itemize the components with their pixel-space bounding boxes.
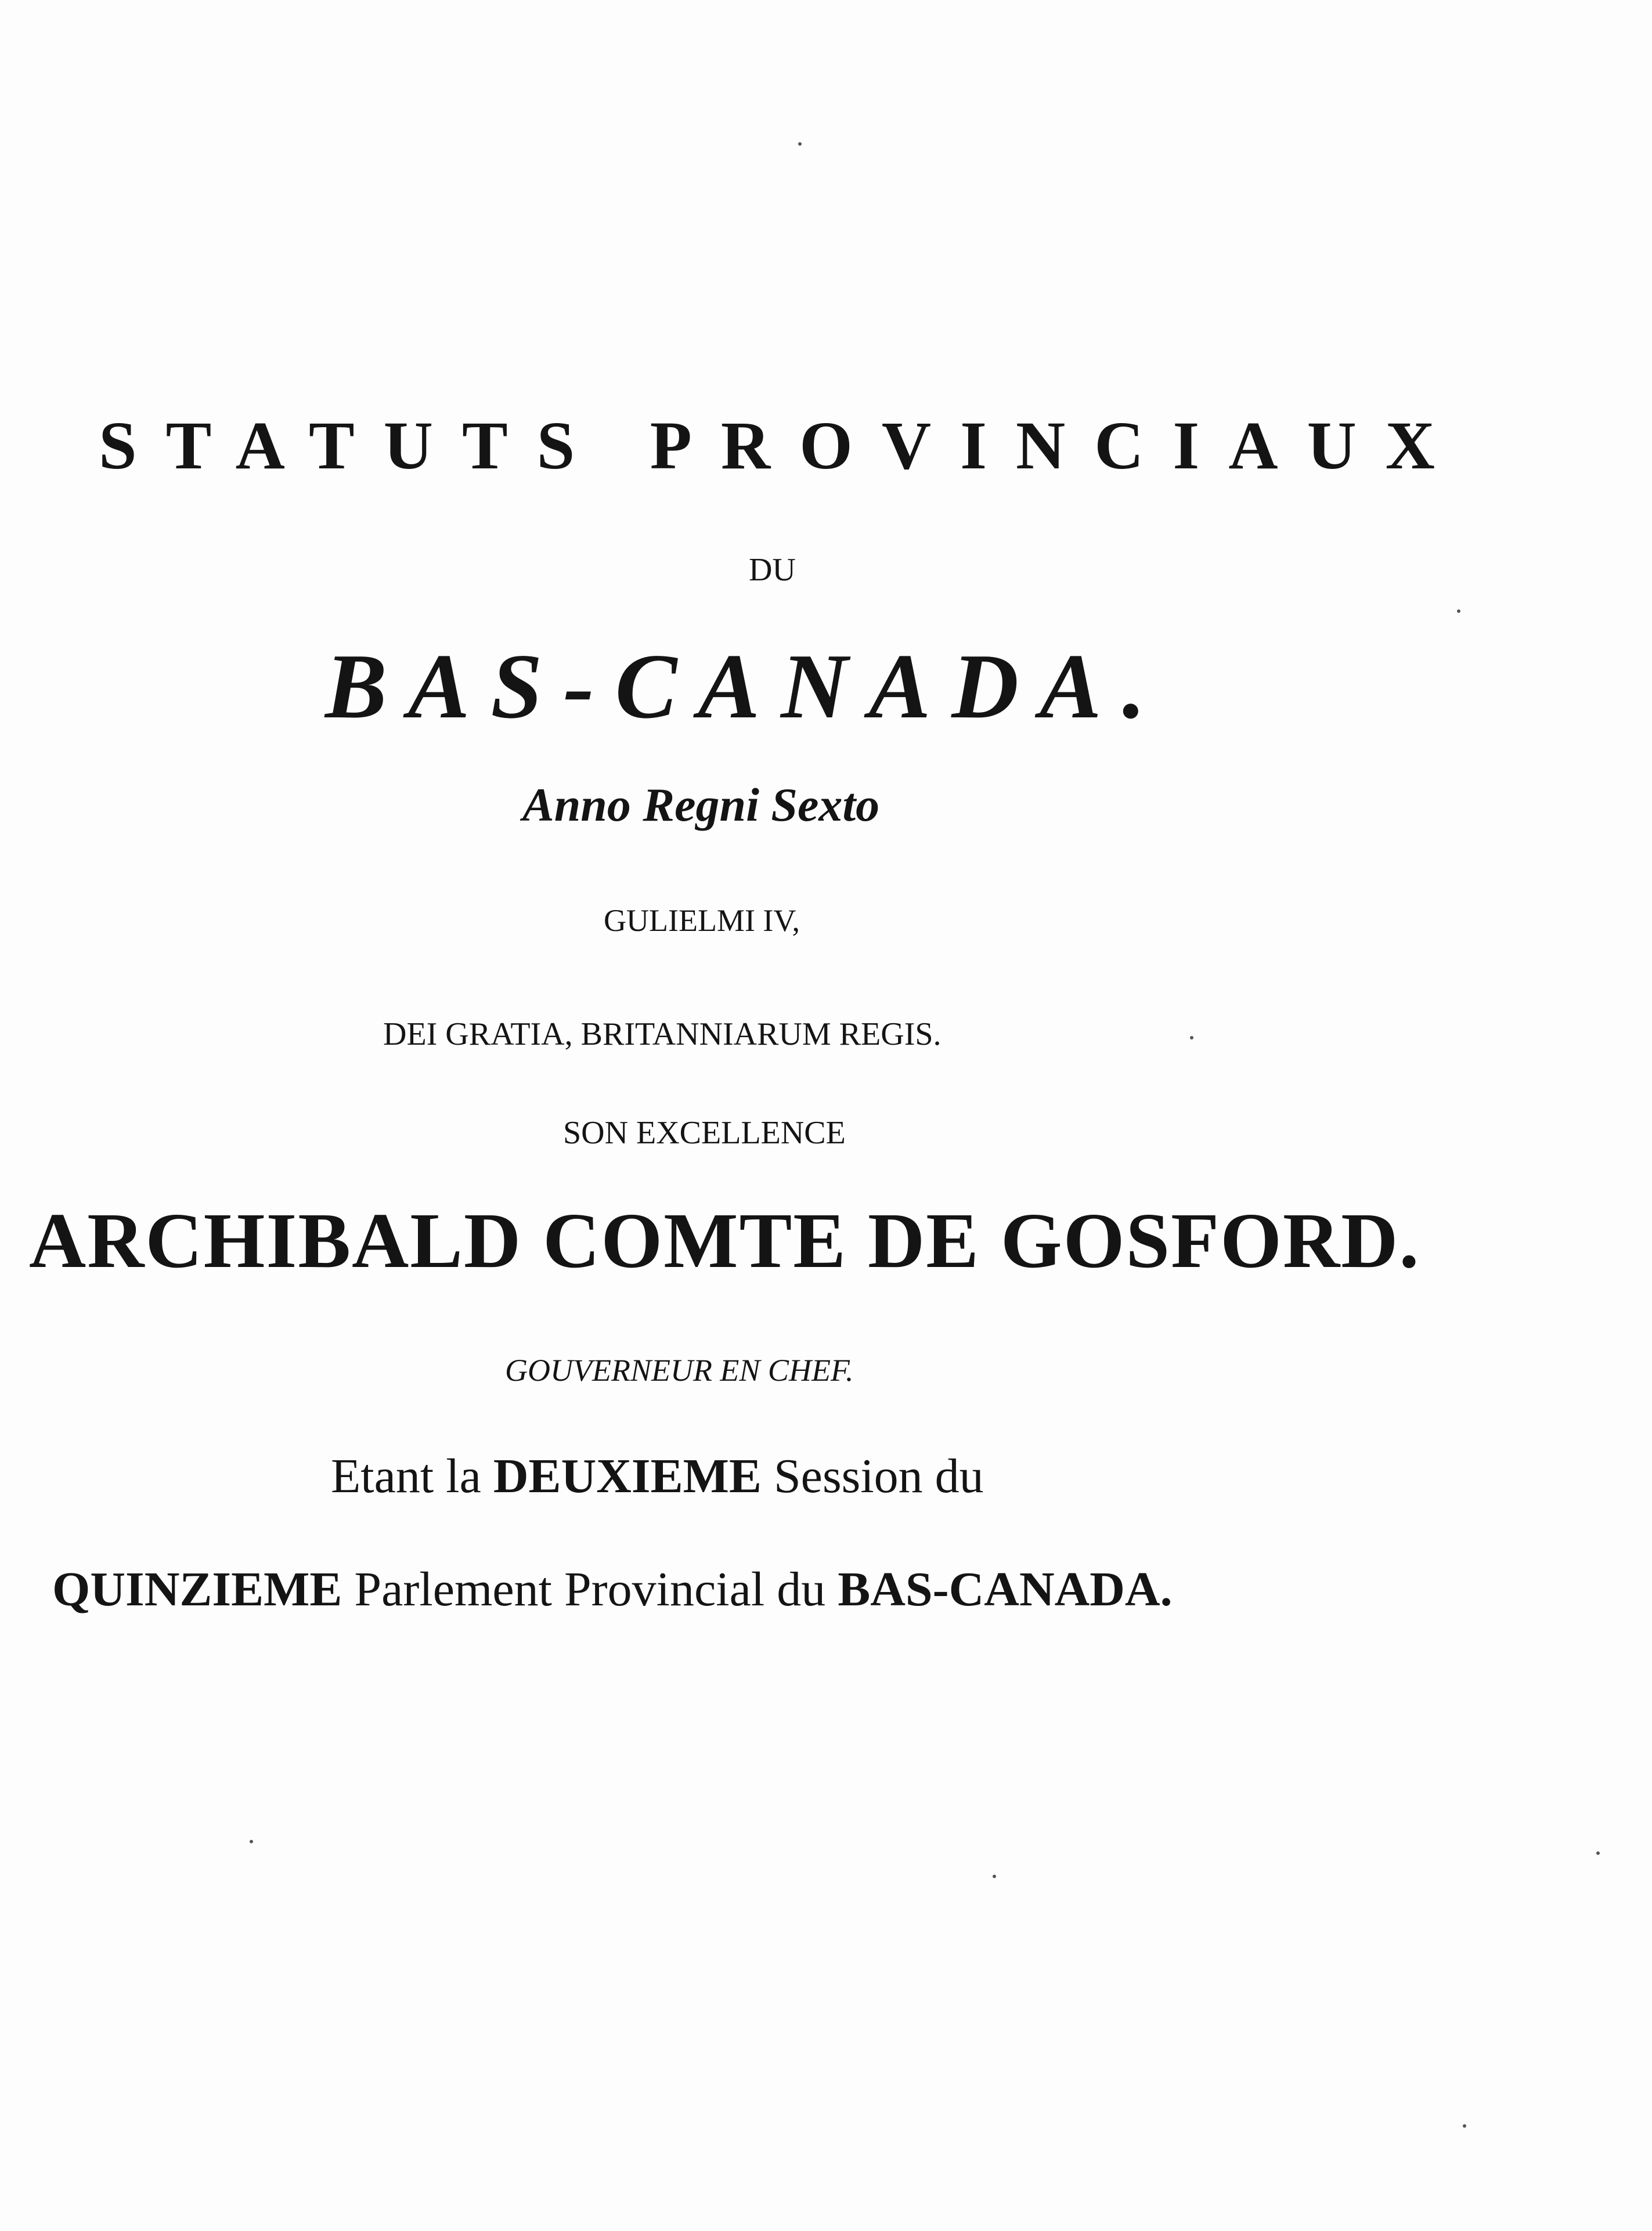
governor-title: GOUVERNEUR EN CHEF. <box>505 1353 854 1388</box>
excellence-label: SON EXCELLENCE <box>563 1115 846 1151</box>
parliament-line <box>52 1561 1445 1618</box>
parliament-text: Parlement Provincial du <box>354 1562 826 1616</box>
session-suffix: Session du <box>773 1449 984 1503</box>
parliament-province: BAS-CANADA. <box>838 1562 1173 1616</box>
monarch-name: GULIELMI IV, <box>604 903 800 938</box>
du-label: DU <box>749 552 796 588</box>
province-title: BAS-CANADA. <box>325 634 1167 738</box>
print-speck <box>250 1840 253 1843</box>
print-speck <box>1190 1036 1193 1039</box>
print-speck <box>1463 2124 1466 2128</box>
print-speck <box>1457 609 1460 613</box>
monarch-style: DEI GRATIA, BRITANNIARUM REGIS. <box>383 1016 942 1052</box>
print-speck <box>1596 1851 1600 1855</box>
print-speck <box>993 1875 996 1878</box>
regnal-year: Anno Regni Sexto <box>522 778 880 831</box>
session-ordinal: DEUXIEME <box>493 1449 762 1503</box>
session-line <box>331 1448 1202 1504</box>
session-prefix: Etant la <box>331 1449 481 1503</box>
parliament-ordinal: QUINZIEME <box>52 1562 342 1616</box>
document-heading: STATUTS PROVINCIAUX <box>99 407 1464 483</box>
print-speck <box>798 142 802 146</box>
governor-name: ARCHIBALD COMTE DE GOSFORD. <box>29 1197 1420 1284</box>
